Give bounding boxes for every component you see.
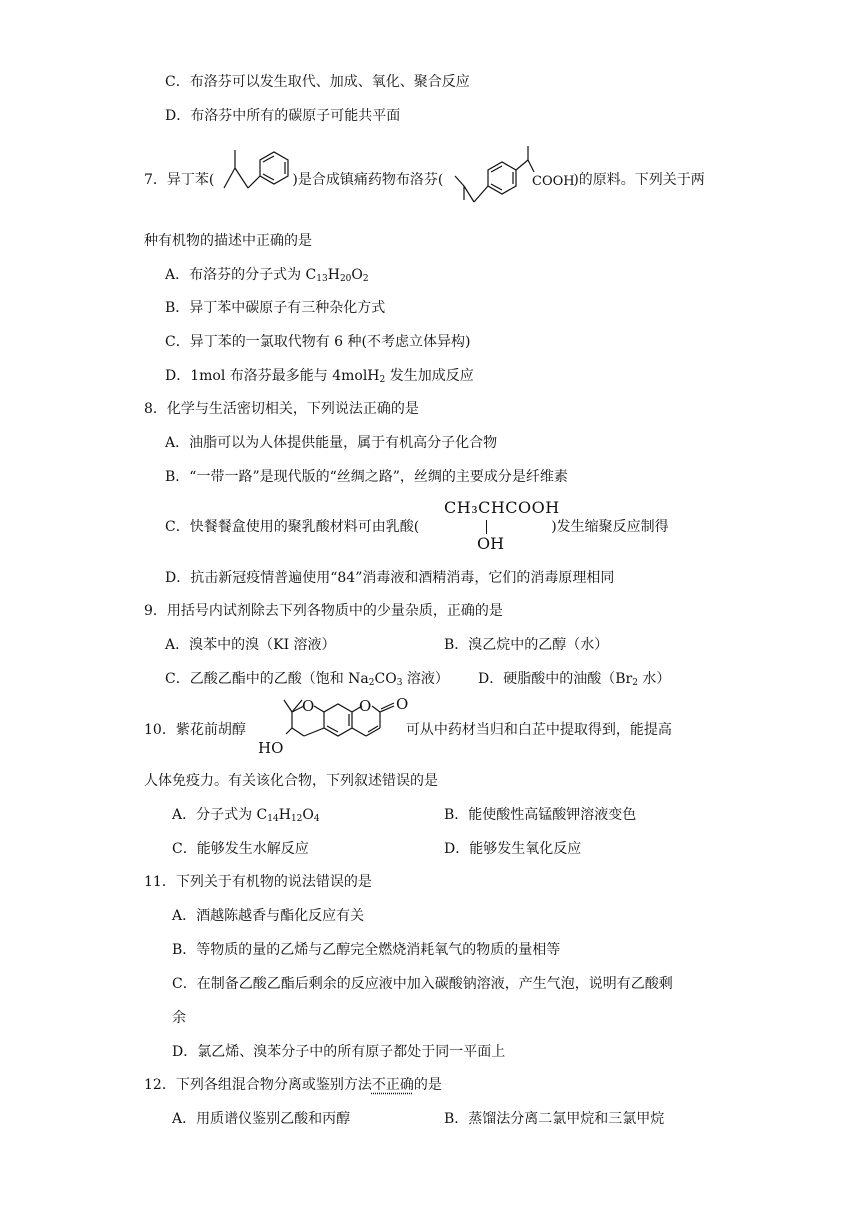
q7-option-a-text: A．布洛芬的分子式为 C (165, 267, 317, 283)
q7-option-a-sub3: 2 (362, 274, 369, 284)
q7-option-d (165, 366, 474, 386)
q11-option-a: A．酒越陈越香与酯化反应有关 (172, 908, 365, 924)
q10-option-c: C．能够发生水解反应 (172, 841, 309, 857)
q10-option-a-sub3: 4 (313, 814, 320, 824)
q11-option-c: C．在制备乙酸乙酯后剩余的反应液中加入碳酸钠溶液，产生气泡，说明有乙酸剩 (172, 976, 673, 992)
q10-option-a (172, 805, 320, 825)
q11-option-b: B．等物质的量的乙烯与乙醇完全燃烧消耗氧气的物质的量相等 (172, 942, 561, 958)
decursinol-ho-label: HO (258, 739, 284, 757)
q10-option-a-o: O (302, 807, 314, 823)
q7-stem-part-a: 7．异丁苯( (144, 172, 215, 188)
q7-option-a-o: O (351, 267, 363, 283)
q10-option-b: B．能使酸性高锰酸钾溶液变色 (444, 807, 637, 823)
decursinol-o3-label: O (396, 695, 409, 713)
q10-stem-part-b: 可从中药材当归和白芷中提取得到，能提高 (405, 722, 672, 738)
q8-option-c-text: C．快餐餐盒使用的聚乳酸材料可由乳酸( (165, 519, 420, 535)
q7-option-a-h: H (327, 267, 340, 283)
q7-option-a-sub2: 20 (339, 274, 352, 284)
q9-option-d-sub: 2 (632, 678, 638, 688)
q7-stem-continued: 种有机物的描述中正确的是 (144, 233, 312, 249)
q9-option-c-text: C．乙酸乙酯中的乙酸（饱和 Na (165, 671, 369, 687)
q9-option-d-text: D．硬脂酸中的油酸（Br (478, 671, 633, 687)
q8-option-b: B．“一带一路”是现代版的“丝绸之路”，丝绸的主要成分是纤维素 (165, 469, 568, 485)
q11-option-d: D．氯乙烯、溴苯分子中的所有原子都处于同一平面上 (172, 1044, 506, 1060)
q12-stem-text: 12．下列各组混合物分离或鉴别方法 (144, 1077, 372, 1093)
lactic-acid-bond (486, 520, 487, 534)
q9-option-c-sub2: 3 (396, 678, 403, 688)
q9-option-c-mid: CO (374, 671, 397, 687)
q12-option-b: B．蒸馏法分离二氯甲烷和三氯甲烷 (444, 1111, 665, 1127)
q12-stem-post: 的是 (413, 1077, 442, 1093)
q7-stem-part-c: )的原料。下列关于两 (573, 172, 705, 188)
q8-stem: 8．化学与生活密切相关，下列说法正确的是 (144, 401, 419, 417)
ibuprofen-structure (452, 142, 577, 212)
q7-option-d-post: 发生加成反应 (385, 368, 474, 384)
q7-option-c: C．异丁苯的一氯取代物有 6 种(不考虑立体异构) (165, 334, 471, 350)
q7-stem-part-b: )是合成镇痛药物布洛芬( (292, 172, 444, 188)
q6-option-d: D．布洛芬中所有的碳原子可能共平面 (165, 108, 401, 124)
q10-option-a-text: A．分子式为 C (172, 807, 268, 823)
decursinol-o2-label: O (359, 697, 372, 715)
q6-option-c: C．布洛芬可以发生取代、加成、氧化、聚合反应 (165, 74, 470, 90)
q8-option-a: A．油脂可以为人体提供能量，属于有机高分子化合物 (165, 435, 498, 451)
q8-option-c-post: )发生缩聚反应制得 (551, 519, 669, 535)
q7-option-d-sub: 2 (379, 375, 386, 385)
q12-stem-emphasis: 不正确 (371, 1077, 414, 1093)
q10-option-a-h: H (278, 807, 291, 823)
q9-stem: 9．用括号内试剂除去下列各物质中的少量杂质，正确的是 (144, 603, 503, 619)
decursinol-o1-label: O (302, 697, 315, 715)
lactic-acid-top-formula: CH₃CHCOOH (444, 498, 560, 517)
q9-option-c-sub1: 2 (368, 678, 375, 688)
q8-option-d: D．抗击新冠疫情普遍使用“84”消毒液和酒精消毒，它们的消毒原理相同 (165, 570, 615, 586)
q9-option-d (478, 669, 670, 689)
lactic-acid-structure (444, 498, 574, 558)
isobutylbenzene-structure-svg (218, 146, 298, 208)
q9-option-c (165, 669, 449, 689)
q8-option-c (165, 517, 669, 537)
q9-option-b: B．溴乙烷中的乙醇（水） (444, 637, 609, 653)
q10-option-a-sub2: 12 (290, 814, 303, 824)
q9-option-c-post: 溶液） (402, 671, 449, 687)
q7-option-a-sub1: 13 (316, 274, 328, 284)
q7-option-a (165, 265, 369, 285)
q10-stem-part-a: 10．紫花前胡醇 (144, 722, 246, 738)
q10-stem-continued: 人体免疫力。有关该化合物，下列叙述错误的是 (144, 773, 438, 789)
q12-stem (144, 1075, 442, 1095)
isobutylbenzene-structure (218, 146, 298, 208)
ibuprofen-cooh-label: COOH (532, 174, 575, 189)
q7-option-d-text: D．1mol 布洛芬最多能与 4molH (165, 368, 380, 384)
q10-option-d: D．能够发生氧化反应 (444, 841, 582, 857)
q7-option-b: B．异丁苯中碳原子有三种杂化方式 (165, 300, 386, 316)
q12-option-a: A．用质谱仪鉴别乙酸和丙醇 (172, 1111, 351, 1127)
decursinol-structure (256, 696, 432, 760)
q11-stem: 11．下列关于有机物的说法错误的是 (144, 874, 372, 890)
lactic-acid-oh-label: OH (477, 534, 505, 553)
q9-option-d-post: 水） (637, 671, 671, 687)
q9-option-a: A．溴苯中的溴（KI 溶液） (165, 637, 336, 653)
q11-option-c-continued: 余 (172, 1010, 186, 1026)
q10-option-a-sub1: 14 (267, 814, 279, 824)
